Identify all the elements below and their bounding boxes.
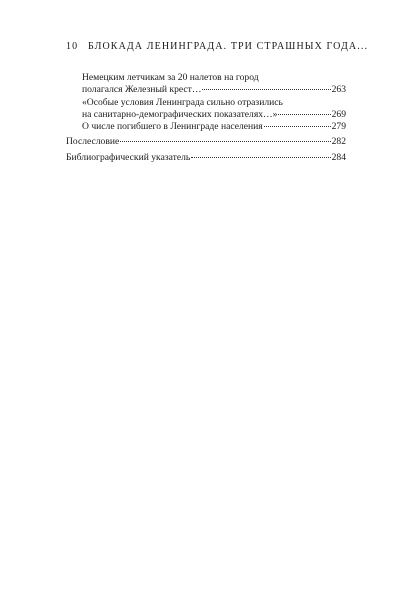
page-number: 10: [66, 41, 79, 52]
dot-leader: [278, 114, 330, 115]
dot-leader: [120, 141, 330, 142]
dot-leader: [202, 89, 330, 90]
dot-leader: [191, 157, 330, 158]
toc-entry-page: 282: [331, 136, 346, 147]
toc-entry-title-line: «Особые условия Ленинграда сильно отразились: [82, 97, 283, 108]
toc-entry-title: Библиографический указатель: [66, 152, 191, 163]
toc-entry-title: О числе погибшего в Ленинграде населения: [82, 121, 263, 132]
toc-entry-title-line: полагался Железный крест…: [82, 83, 202, 95]
toc-entry: [66, 152, 346, 164]
toc-entry-page: 269: [331, 108, 346, 120]
toc-entry-page: 263: [331, 83, 346, 95]
toc-entry-title: Послесловие: [66, 136, 120, 147]
running-title: БЛОКАДА ЛЕНИНГРАДА. ТРИ СТРАШНЫХ ГОДА...: [88, 41, 369, 52]
toc-entry-page: 284: [331, 152, 346, 163]
toc-entry: [82, 121, 346, 133]
toc-entry: [82, 72, 346, 95]
running-header: [66, 41, 369, 52]
toc-entry-title-line: Немецким летчикам за 20 налетов на город: [82, 72, 259, 83]
toc-entry-title-line: на санитарно-демографических показателях…»: [82, 108, 278, 120]
toc-entry: [66, 136, 346, 148]
toc-entry-page: 279: [331, 121, 346, 132]
dot-leader: [264, 126, 331, 127]
toc-entry: [82, 97, 346, 120]
